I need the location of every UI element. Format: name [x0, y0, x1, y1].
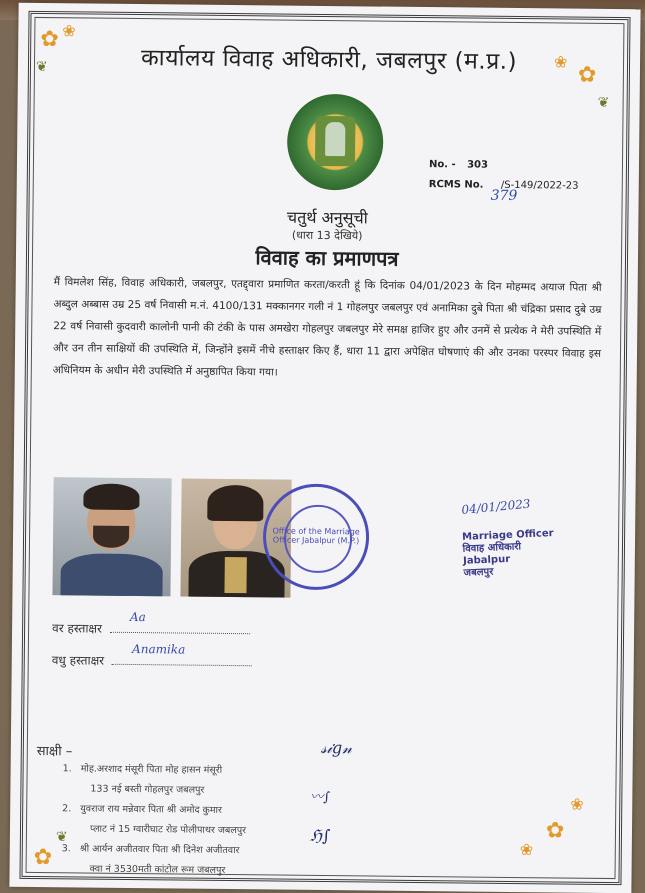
witness-item: [61, 839, 401, 883]
groom-signature-line: [110, 609, 250, 634]
witness-signature-icon: 𝓈𝒾𝑔𝓃: [320, 737, 353, 758]
corner-flower-icon: ❀: [570, 794, 584, 814]
witness-name: मोह.अरशाद मंसूरी पिता मोह हासन मंसूरी: [80, 763, 223, 776]
corner-flower-icon: ❀: [62, 21, 76, 41]
witness-name: युवराज राय मन्नेवार पिता श्री अमोद कुमार: [80, 803, 222, 816]
leaf-icon: ❦: [597, 94, 610, 111]
marriage-certificate: [9, 3, 640, 893]
rcms-label: RCMS No.: [428, 179, 484, 191]
officer-signature: 04/01/2023: [460, 496, 532, 518]
schedule-heading: चतुर्थ अनुसूची: [286, 207, 368, 228]
groom-signature-label: वर हस्ताक्षर: [52, 621, 103, 636]
certificate-number-label: No. -: [428, 159, 456, 171]
certificate-number: [429, 159, 488, 171]
groom-signature-row: [52, 609, 250, 638]
rcms-handwritten-number: 379: [490, 187, 518, 205]
officer-stamp-line: विवाह अधिकारी: [462, 541, 522, 555]
witness-number: 3.: [61, 843, 71, 855]
officer-stamp-line: Jabalpur: [462, 553, 511, 567]
bride-signature: Anamika: [132, 641, 186, 657]
corner-flower-icon: ❀: [553, 52, 568, 72]
bride-signature-row: [51, 641, 252, 670]
corner-flower-icon: ❀: [519, 840, 534, 860]
corner-flower-icon: ✿: [577, 62, 597, 88]
corner-flower-icon: ✿: [40, 26, 59, 53]
certificate-number-value: 303: [467, 159, 489, 171]
bride-signature-line: [112, 641, 252, 666]
witness-item: [62, 799, 402, 846]
certificate-body: मैं विमलेश सिंह, विवाह अधिकारी, जबलपुर, एतद्द्वारा प्रमाणित करता/करती हूं कि दिनांक 04/01/2023 के दिन मोहम्मद अयाज पिता श्री अब्दुल अब्बास उम्र 25 वर्ष निवासी म.नं. 4100/131 मक्कानगर गली नं 1 गोहलपुर जबलपुर एवं अनामिका दुबे पिता श्री चंद्रिका प्रसाद दुबे उम्र 22 वर्ष निवासी कुदवारी कालोनी पानी की टंकी के पास अमखेरा गोहलपुर जबलपुर मेरे समक्ष हाजिर हुए और उनमें से प्रत्येक ने मेरी उपस्थिति में और उन तीन साक्षियों की उपस्थिति में, जिन्होंने इसमें नीचे हस्ताक्षर किए हैं, धारा 11 द्वारा अपेक्षित घोषणाएं की और उनका परस्पर विवाह इस अधिनियम के अधीन मेरी उपस्थिति में अनुष्ठापित किया गया।: [52, 276, 602, 379]
officer-stamp: [462, 528, 555, 580]
witness-name: श्री आर्यन अजीतवार पिता श्री दिनेश अजीतवार: [79, 843, 240, 857]
witness-signature-icon: ℌ∫: [309, 825, 331, 846]
bride-signature-label: वधु हस्ताक्षर: [51, 653, 105, 668]
corner-flower-icon: ✿: [545, 818, 565, 844]
officer-stamp-line: जबलपुर: [463, 566, 494, 579]
witness-signature-icon: 〰∫: [310, 789, 331, 806]
witness-address: प्लाट नं 15 ग्वारीघाट रोड पोलीपाथर जबलपुर: [89, 823, 247, 837]
rcms-value: /S-149/2022-23: [500, 179, 579, 192]
section-reference: (धारा 13 देखिये): [291, 228, 363, 243]
groom-photo: [52, 477, 171, 596]
leaf-icon: ❦: [35, 58, 48, 76]
officer-stamp-line: Marriage Officer: [461, 528, 554, 543]
witness-address: क्वा नं 3530मती कांटोल रूम जबलपुर: [89, 863, 226, 876]
corner-flower-icon: ✿: [33, 844, 53, 871]
witness-item: [62, 759, 402, 806]
witness-address: 133 नई बस्ती गोहलपुर जबलपुर: [90, 783, 205, 796]
office-title: कार्यालय विवाह अधिकारी, जबलपुर (म.प्र.): [140, 45, 518, 75]
official-seal: [263, 483, 370, 590]
witness-number: 2.: [62, 803, 72, 815]
state-emblem-icon: [287, 94, 384, 191]
seal-text: Office of the Marriage Officer Jabalpur (M.P.): [272, 526, 360, 546]
groom-signature: Aa: [129, 609, 146, 625]
leaf-icon: ❦: [55, 829, 68, 846]
witness-heading: साक्षी –: [36, 743, 73, 760]
certificate-title: विवाह का प्रमाणपत्र: [255, 245, 399, 271]
witness-number: 1.: [62, 763, 72, 775]
